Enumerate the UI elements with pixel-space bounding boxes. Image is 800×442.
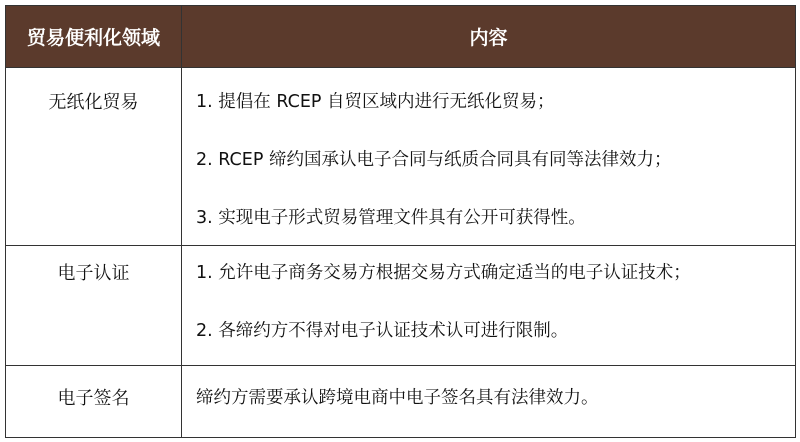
header-area: 贸易便利化领域 xyxy=(6,6,182,68)
content-item: 2. 各缔约方不得对电子认证技术认可进行限制。 xyxy=(196,321,569,341)
trade-facilitation-table xyxy=(5,5,796,438)
header-content: 内容 xyxy=(182,6,796,68)
area-label: 电子认证 xyxy=(57,263,130,284)
content-cell xyxy=(182,246,796,366)
area-cell xyxy=(6,246,182,366)
area-label: 电子签名 xyxy=(57,388,130,409)
content-item: 1. 允许电子商务交易方根据交易方式确定适当的电子认证技术； xyxy=(196,263,691,283)
table-row xyxy=(6,246,796,366)
area-label: 无纸化贸易 xyxy=(48,92,139,113)
content-cell xyxy=(182,68,796,246)
content-item: 2. RCEP 缔约国承认电子合同与纸质合同具有同等法律效力； xyxy=(196,150,672,170)
content-item: 3. 实现电子形式贸易管理文件具有公开可获得性。 xyxy=(196,208,586,228)
table-header-row xyxy=(6,6,796,68)
content-cell xyxy=(182,366,796,438)
content-item: 1. 提倡在 RCEP 自贸区域内进行无纸化贸易； xyxy=(196,92,555,112)
table-row xyxy=(6,366,796,438)
area-cell xyxy=(6,68,182,246)
area-cell xyxy=(6,366,182,438)
table-row xyxy=(6,68,796,246)
content-item: 缔约方需要承认跨境电商中电子签名具有法律效力。 xyxy=(196,388,599,408)
